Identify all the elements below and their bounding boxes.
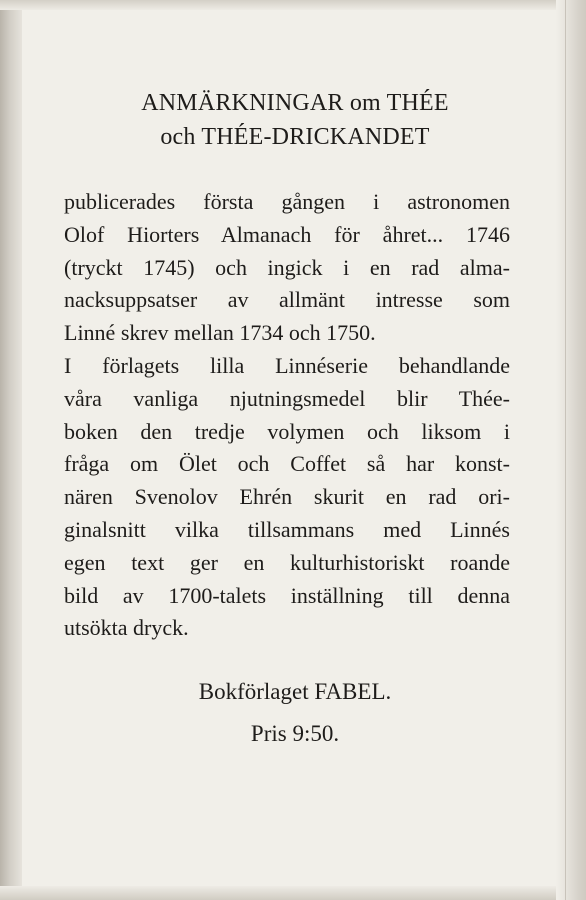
body-line: våra vanliga njutningsmedel blir Thée-: [64, 385, 510, 411]
body-line: bild av 1700-talets inställning till denna: [64, 582, 510, 608]
body-line: I förlagets lilla Linnéserie behandlande: [64, 352, 510, 378]
binding-spine: [0, 0, 22, 900]
body-line: utsökta dryck.: [64, 615, 189, 641]
flap-fold-line: [565, 0, 566, 900]
right-flap-edge: [556, 0, 586, 900]
description-paragraph: [64, 186, 510, 645]
title-line-2: och THÉE-DRICKANDET: [160, 124, 430, 150]
body-line: boken den tredje volymen och liksom i: [64, 418, 510, 444]
body-line: egen text ger en kulturhistoriskt roande: [64, 549, 510, 575]
body-line: ginalsnitt vilka tillsammans med Linnés: [64, 516, 510, 542]
body-line: nären Svenolov Ehrén skurit en rad ori-: [64, 484, 510, 510]
body-line: fråga om Ölet och Coffet så har konst-: [64, 451, 510, 477]
body-line: publicerades första gången i astronomen: [64, 189, 510, 214]
body-line: Olof Hiorters Almanach för åhret... 1746: [64, 221, 510, 247]
body-line: (tryckt 1745) och ingick i en rad alma-: [64, 254, 510, 280]
price-label: Pris 9:50.: [250, 721, 340, 746]
body-line: Linné skrev mellan 1734 och 1750.: [64, 320, 376, 346]
publisher-name: Bokförlaget FABEL.: [198, 679, 392, 704]
body-line: nacksuppsatser av allmänt intresse som: [64, 287, 510, 313]
book-title: [40, 86, 550, 154]
cover-text: [40, 0, 550, 900]
title-line-1: ANMÄRKNINGAR om THÉE: [141, 90, 449, 116]
